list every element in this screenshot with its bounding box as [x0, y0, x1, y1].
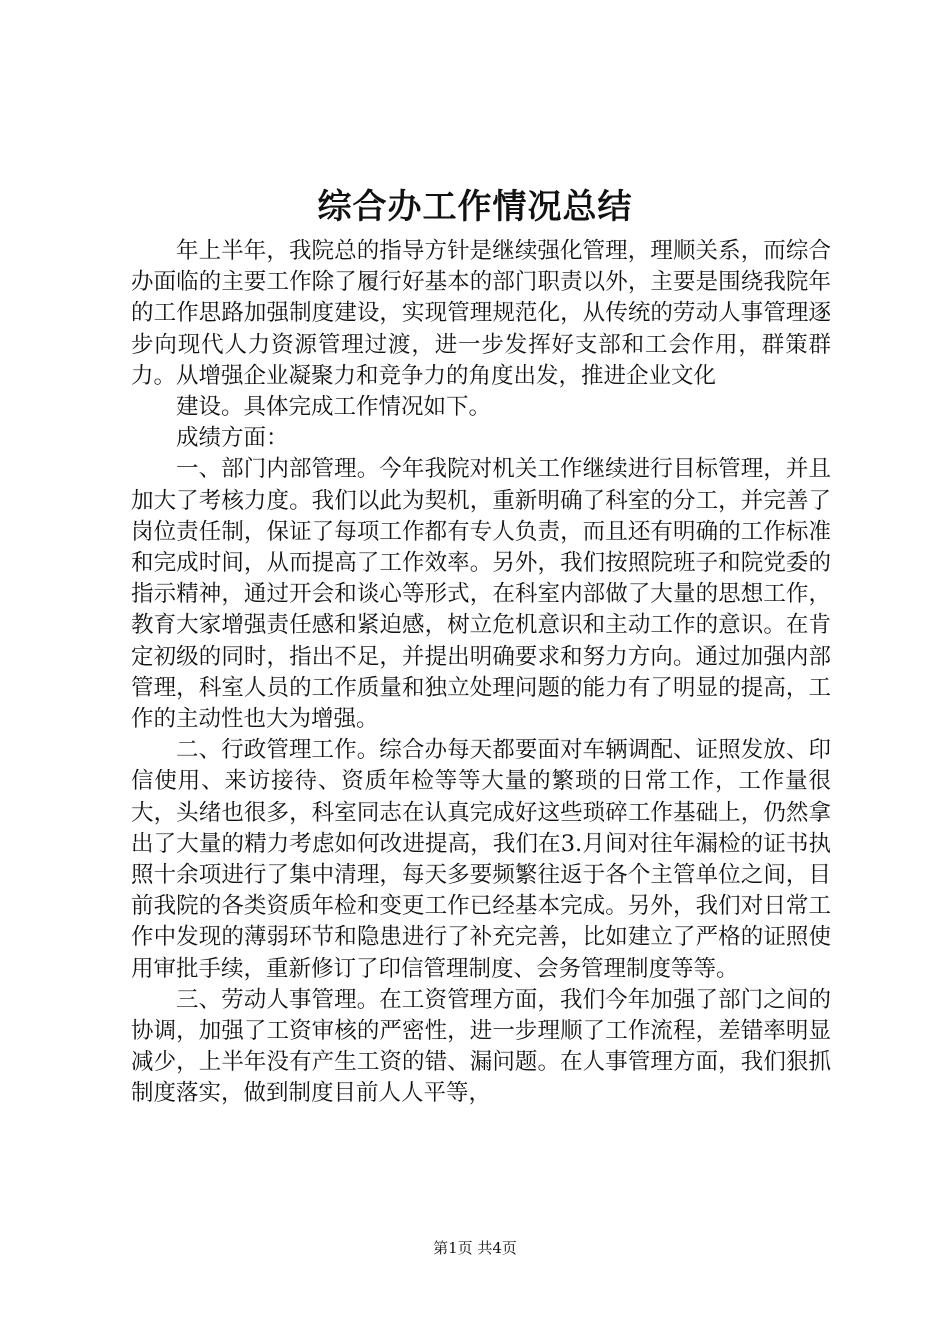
paragraph-administrative-management: 二、行政管理工作。综合办每天都要面对车辆调配、证照发放、印信使用、来访接待、资质年检等等大量的繁琐的日常工作，工作量很大，头绪也很多，科室同志在认真完成好这些琐碎工作基础上，仍然拿出了大量的精力考虑如何改进提高，我们在3.月间对往年漏检的证书执照十余项进行了集中清理，每天多要频繁往返于各个主管单位之间，目前我院的各类资质年检和变更工作已经基本完成。另外，我们对日常工作中发现的薄弱环节和隐患进行了补充完善，比如建立了严格的证照使用审批手续，重新修订了印信管理制度、会务管理制度等等。	[131, 737, 831, 982]
paragraph-intro: 年上半年，我院总的指导方针是继续强化管理，理顺关系，而综合办面临的主要工作除了履行好基本的部门职责以外，主要是围绕我院年的工作思路加强制度建设，实现管理规范化，从传统的劳动人事管理逐步向现代人力资源管理过渡，进一步发挥好支部和工会作用，群策群力。从增强企业凝聚力和竞争力的角度出发，推进企业文化	[131, 238, 831, 389]
paragraph-achievements-heading: 成绩方面：	[176, 425, 289, 452]
paragraph-labor-personnel: 三、劳动人事管理。在工资管理方面，我们今年加强了部门之间的协调，加强了工资审核的严密性，进一步理顺了工作流程，差错率明显减少，上半年没有产生工资的错、漏问题。在人事管理方面，我们狠抓制度落实，做到制度目前人人平等，	[131, 986, 831, 1107]
paragraph-internal-management: 一、部门内部管理。今年我院对机关工作继续进行目标管理，并且加大了考核力度。我们以此为契机，重新明确了科室的分工，并完善了岗位责任制，保证了每项工作都有专人负责，而且还有明确的工作标准和完成时间，从而提高了工作效率。另外，我们按照院班子和院党委的指示精神，通过开会和谈心等形式，在科室内部做了大量的思想工作，教育大家增强责任感和紧迫感，树立危机意识和主动工作的意识。在肯定初级的同时，指出不足，并提出明确要求和努力方向。通过加强内部管理，科室人员的工作质量和独立处理问题的能力有了明显的提高，工作的主动性也大为增强。	[131, 456, 831, 733]
document-body	[131, 236, 831, 1110]
paragraph-intro-continued: 建设。具体完成工作情况如下。	[176, 394, 492, 421]
document-title: 综合办工作情况总结	[317, 187, 633, 227]
page-footer: 第1页 共4页	[433, 1239, 517, 1257]
